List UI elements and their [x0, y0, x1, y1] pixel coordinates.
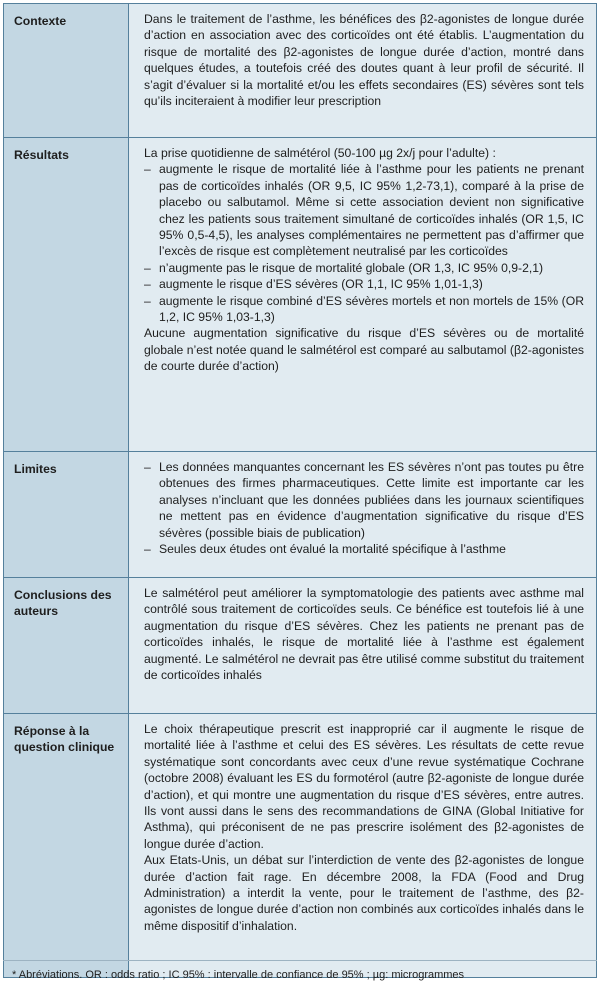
resultats-intro: La prise quotidienne de salmétérol (50-100 µg 2x/j pour l’adulte) :: [144, 146, 496, 160]
list-item: – augmente le risque de mortalité liée à l’asthme pour les patients ne prenant pas de corticoïdes inhalés (OR 9,5, IC 95% 1,2-73,1), comparé à la prise de placebo ou salbutamol. Même si cette association devient non significative chez les patients sous traitement simultané de corticoïdes inhalés (OR 1,5, IC 95% 0,5-4,5), les analyses complémentaires ne permettent pas d’affirmer que l’excès de risque est complètement neutralisé par les corticoïdes: [144, 161, 584, 259]
row-content-conclusions: [129, 578, 597, 714]
row-label-reponse: Réponse à la question clinique: [4, 714, 129, 978]
reponse-paragraph: Le choix thérapeutique prescrit est inapproprié car il augmente le risque de mortalité liée à l’asthme et celui des ES sévères. Les résultats de cette revue systématique sont concordants avec ceux d’une revue systématique Cochrane (octobre 2008) évaluant les ES du formotérol (autre β2-agoniste de longue durée d’action), et qui montre une augmentation du risque d’ES sévères, entre autres. Ils vont aussi dans le sens des recommandations de GINA (Global Initiative for Asthma), qui préconisent de ne pas prescrire isolément des β2-agonistes de longue durée d’action.: [144, 722, 584, 851]
list-item: – n’augmente pas le risque de mortalité globale (OR 1,3, IC 95% 0,9-2,1): [144, 260, 584, 276]
footnote-divider: [3, 960, 597, 961]
resultats-outro: Aucune augmentation significative du risque d’ES sévères ou de mortalité globale n’est notée quand le salmétérol est comparé au salbutamol (β2-agonistes de courte durée d’action): [144, 326, 584, 374]
summary-table: [3, 3, 597, 978]
row-content-resultats: [129, 138, 597, 452]
list-item: – Les données manquantes concernant les ES sévères n’ont pas toutes pu être obtenues des firmes pharmaceutiques. Cette limite est importante car les analyses n’incluant que les données publiées dans les journaux scientifiques ne mettent pas en évidence d’augmentation significative du risque d’ES sévères (possible biais de publication): [144, 459, 584, 541]
row-limites: [4, 452, 597, 578]
row-resultats: [4, 138, 597, 452]
row-conclusions: [4, 578, 597, 714]
resultats-list: [144, 161, 584, 325]
row-label-limites: Limites: [4, 452, 129, 578]
row-label-conclusions: Conclusions des auteurs: [4, 578, 129, 714]
row-reponse: [4, 714, 597, 978]
conclusions-paragraph: Le salmétérol peut améliorer la symptomatologie des patients avec asthme mal contrôlé sous traitement de corticoïdes seuls. Ce bénéfice est toutefois lié à une augmentation du risque d’ES sévères. Chez les patients ne prenant pas de corticoïdes inhalés, le risque de mortalité liée à l’asthme est également augmenté. Le salmétérol ne devrait pas être utilisé comme substitut du traitement de corticoïdes inhalés: [144, 586, 584, 683]
row-label-contexte: Contexte: [4, 4, 129, 138]
footnote: * Abréviations. OR : odds ratio ; IC 95% : intervalle de confiance de 95% ; µg: microgrammes: [12, 969, 465, 981]
list-item: – augmente le risque combiné d’ES sévères mortels et non mortels de 15% (OR 1,2, IC 95% 1,03-1,3): [144, 293, 584, 326]
row-content-limites: [129, 452, 597, 578]
reponse-paragraph: Aux Etats-Unis, un débat sur l’interdiction de vente des β2-agonistes de longue durée d’action fait rage. En décembre 2008, la FDA (Food and Drug Administration) a interdit la vente, pour le traitement de l’asthme, des β2-agonistes de longue durée d’action non combinés aux corticoïdes inhalés dans le même dispositif d’inhalation.: [144, 853, 584, 933]
contexte-paragraph: Dans le traitement de l’asthme, les bénéfices des β2-agonistes de longue durée d’action en association avec des corticoïdes ont été établis. L’augmentation du risque de mortalité des β2-agonistes de longue durée d’action, montré dans quelques études, a toutefois créé des doutes quant à leur profil de sécurité. Il s’agit d’évaluer si la mortalité et/ou les effets secondaires (ES) sévères sont tels qu’ils inciteraient à modifier leur prescription: [144, 12, 584, 109]
list-item: – Seules deux études ont évalué la mortalité spécifique à l’asthme: [144, 541, 584, 557]
row-label-resultats: Résultats: [4, 138, 129, 452]
limites-list: [144, 459, 584, 557]
row-content-reponse: [129, 714, 597, 978]
row-contexte: [4, 4, 597, 138]
list-item: – augmente le risque d’ES sévères (OR 1,1, IC 95% 1,01-1,3): [144, 276, 584, 292]
row-content-contexte: [129, 4, 597, 138]
